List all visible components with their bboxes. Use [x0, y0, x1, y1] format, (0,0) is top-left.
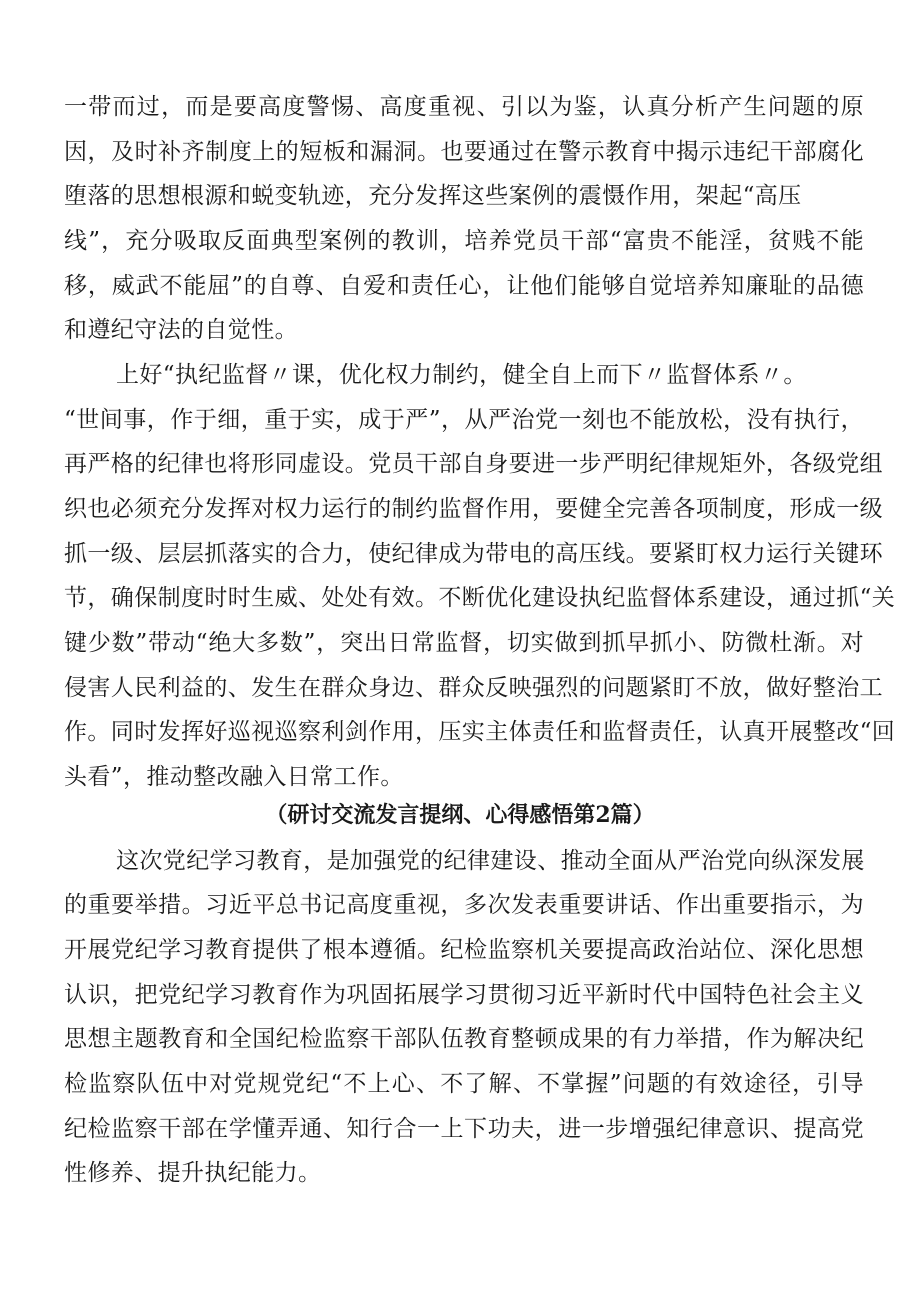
text-line: 堕落的思想根源和蜕变轨迹，充分发挥这些案例的震慑作用，架起“高压 — [64, 183, 802, 209]
text-line: 和遵纪守法的自觉性。 — [64, 317, 298, 343]
text-line: 性修养、提升执纪能力。 — [64, 1160, 322, 1186]
text-line: 纪检监察干部在学懂弄通、知行合一上下功夫，进一步增强纪律意识、提高党 — [64, 1116, 864, 1142]
text-line: 节，确保制度时时生威、处处有效。不断优化建设执纪监督体系建设，通过抓“关 — [64, 585, 896, 611]
text-line: 作。同时发挥好巡视巡察利剑作用，压实主体责任和监督责任，认真开展整改“回 — [64, 719, 896, 745]
text-line: 认识，把党纪学习教育作为巩固拓展学习贯彻习近平新时代中国特色社会主义 — [64, 982, 864, 1008]
text-line: 一带而过，而是要高度警惕、高度重视、引以为鉴，认真分析产生问题的原 — [64, 94, 864, 120]
text-line: 键少数”带动“绝大多数”，突出日常监督，切实做到抓早抓小、防微杜渐。对 — [64, 630, 864, 656]
text-line: 抓一级、层层抓落实的合力，使纪律成为带电的高压线。要紧盯权力运行关键环 — [64, 541, 883, 567]
paragraph-lead-line: 这次党纪学习教育，是加强党的纪律建设、推动全面从严治党向纵深发展 — [116, 848, 865, 874]
paragraph-lead-line: 上好“执纪监督〃课，优化权力制约，健全自上而下〃监督体系〃。 — [116, 362, 807, 388]
text-line: 再严格的纪律也将形同虚设。党员干部自身要进一步严明纪律规矩外，各级党组 — [64, 451, 883, 477]
text-line: 检监察队伍中对党规党纪“不上心、不了解、不掌握”问题的有效途径，引导 — [64, 1071, 864, 1097]
text-line: 因，及时补齐制度上的短板和漏洞。也要通过在警示教育中揭示违纪干部腐化 — [64, 139, 864, 165]
text-line: 的重要举措。习近平总书记高度重视，多次发表重要讲话、作出重要指示，为 — [64, 892, 864, 918]
section-heading: （研讨交流发言提纲、心得感悟第2篇） — [265, 802, 655, 828]
text-line: 头看”，推动整改融入日常工作。 — [64, 764, 404, 790]
text-line: 织也必须充分发挥对权力运行的制约监督作用，要健全完善各项制度，形成一级 — [64, 496, 883, 522]
text-line: 移，威武不能屈”的自尊、自爱和责任心，让他们能够自觉培养知廉耻的品德 — [64, 273, 864, 299]
text-line: 侵害人民利益的、发生在群众身边、群众反映强烈的问题紧盯不放，做好整治工 — [64, 675, 883, 701]
text-line: 思想主题教育和全国纪检监察干部队伍教育整顿成果的有力举措，作为解决纪 — [64, 1026, 864, 1052]
text-line: 线”，充分吸取反面典型案例的教训，培养党员干部“富贵不能淫，贫贱不能 — [64, 228, 864, 254]
text-line: “世间事，作于细，重于实，成于严”，从严治党一刻也不能放松，没有执行， — [64, 407, 864, 433]
text-line: 开展党纪学习教育提供了根本遵循。纪检监察机关要提高政治站位、深化思想 — [64, 937, 864, 963]
